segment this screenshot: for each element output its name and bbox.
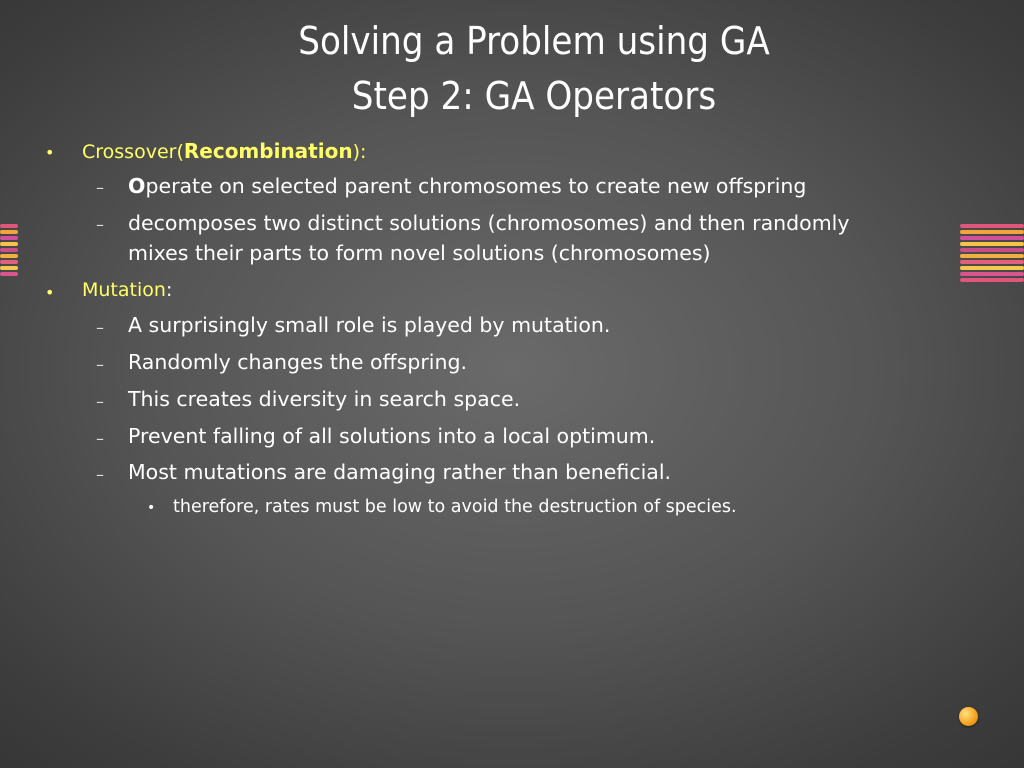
mutation-item-3: This creates diversity in search space. (128, 387, 521, 411)
mutation-label: Mutation (82, 279, 166, 301)
dash-crossover-1: – (96, 178, 104, 197)
mutation-item-1: A surprisingly small role is played by mutation. (128, 313, 611, 337)
crossover-label-bold: Recombination (183, 139, 353, 163)
right-stripe-decoration (960, 224, 1024, 282)
mutation-sub-item: therefore, rates must be low to avoid the destruction of species. (173, 497, 737, 517)
crossover-item-2-line1: decomposes two distinct solutions (chromosomes) and then randomly (128, 211, 850, 235)
next-slide-button[interactable] (959, 707, 978, 726)
crossover-item-2-line2: mixes their parts to form novel solutions (chromosomes) (128, 241, 711, 265)
crossover-heading (82, 139, 366, 163)
bullet-mutation: • (45, 283, 55, 302)
dash-mutation-4: – (96, 429, 104, 448)
crossover-item-1 (128, 174, 806, 198)
left-stripe-decoration (0, 224, 18, 276)
mutation-heading (82, 279, 172, 301)
dash-crossover-2: – (96, 215, 104, 234)
dash-mutation-2: – (96, 355, 104, 374)
dash-mutation-1: – (96, 318, 104, 337)
mutation-item-2: Randomly changes the offspring. (128, 350, 468, 374)
crossover-label-post: ): (352, 141, 367, 163)
title-line-2: Step 2: GA Operators (351, 74, 717, 118)
crossover-item-1-text: perate on selected parent chromosomes to create new offspring (145, 174, 807, 198)
sub-bullet: • (147, 500, 156, 516)
mutation-item-4: Prevent falling of all solutions into a local optimum. (128, 424, 656, 448)
bullet-crossover: • (45, 143, 55, 162)
title-line-1: Solving a Problem using GA (298, 19, 770, 63)
dash-mutation-5: – (96, 465, 104, 484)
dash-mutation-3: – (96, 392, 104, 411)
mutation-label-post: : (165, 279, 173, 301)
crossover-label-pre: Crossover( (82, 141, 184, 163)
mutation-item-5: Most mutations are damaging rather than beneficial. (128, 460, 672, 484)
crossover-item-1-bold: O (128, 174, 146, 198)
